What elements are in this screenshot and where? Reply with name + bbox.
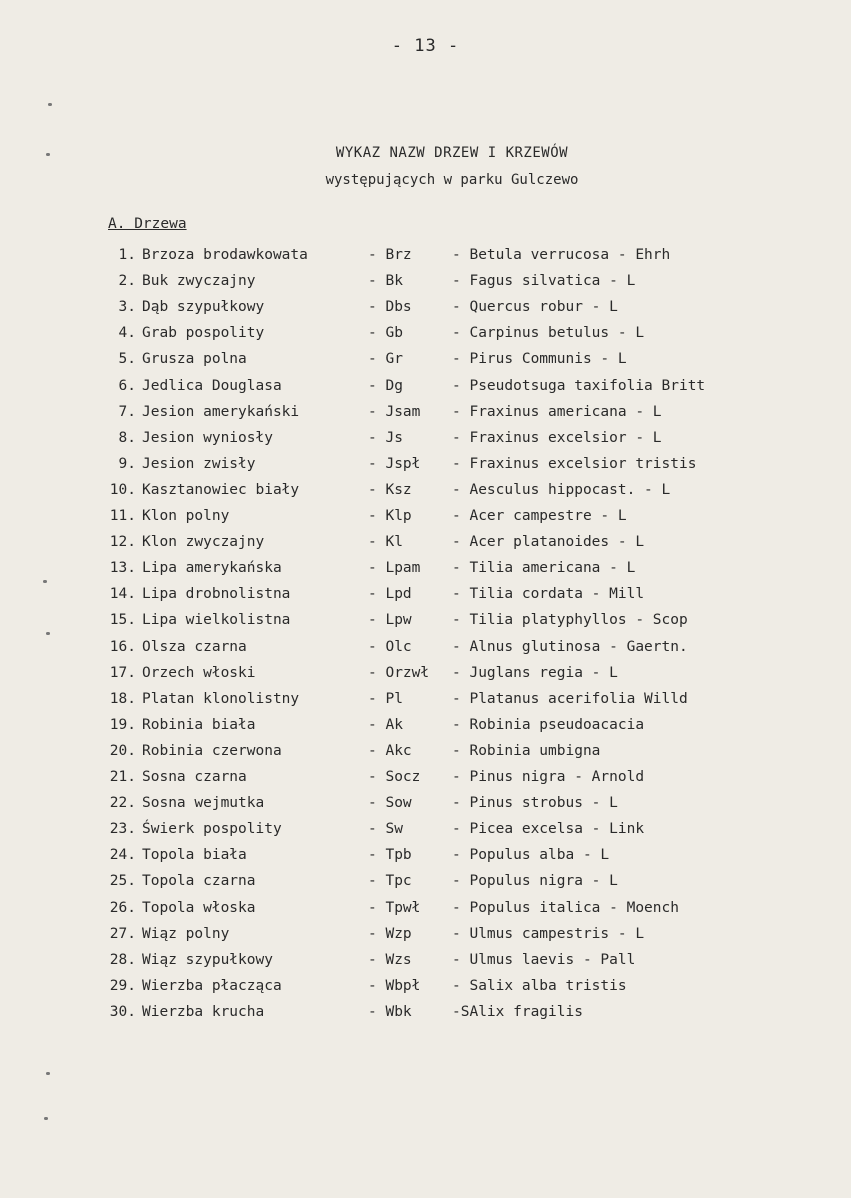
tree-row: [0, 456, 851, 482]
row-number: 14.: [109, 586, 136, 602]
polish-name: Olsza czarna: [142, 639, 247, 655]
tree-row: [0, 691, 851, 717]
abbreviation: - Dbs: [368, 299, 412, 315]
document-title: WYKAZ NAZW DRZEW I KRZEWÓW: [335, 145, 569, 161]
abbreviation: - Kl: [368, 534, 403, 550]
latin-name: - Betula verrucosa - Ehrh: [452, 247, 671, 263]
page-number: - 13 -: [391, 36, 460, 56]
row-number: 2.: [118, 273, 136, 289]
abbreviation: - Sw: [368, 821, 403, 837]
tree-row: [0, 639, 851, 665]
abbreviation: - Wzp: [368, 926, 412, 942]
abbreviation: - Tpb: [368, 847, 412, 863]
latin-name: - Populus nigra - L: [452, 873, 618, 889]
latin-name: - Robinia pseudoacacia: [452, 717, 645, 733]
tree-row: [0, 1004, 851, 1030]
tree-row: [0, 873, 851, 899]
document-subtitle: występujących w parku Gulczewo: [325, 172, 579, 188]
row-number: 30.: [109, 1004, 136, 1020]
polish-name: Wiąz szypułkowy: [142, 952, 273, 968]
abbreviation: - Ksz: [368, 482, 412, 498]
polish-name: Jesion zwisły: [142, 456, 256, 472]
row-number: 25.: [109, 873, 136, 889]
abbreviation: - Gr: [368, 351, 403, 367]
polish-name: Sosna wejmutka: [142, 795, 265, 811]
tree-row: [0, 612, 851, 638]
polish-name: Dąb szypułkowy: [142, 299, 265, 315]
abbreviation: - Lpd: [368, 586, 412, 602]
row-number: 29.: [109, 978, 136, 994]
tree-row: [0, 717, 851, 743]
abbreviation: - Js: [368, 430, 403, 446]
latin-name: - Tilia americana - L: [452, 560, 636, 576]
abbreviation: - Socz: [368, 769, 421, 785]
row-number: 18.: [109, 691, 136, 707]
abbreviation: - Dg: [368, 378, 403, 394]
abbreviation: - Wbk: [368, 1004, 412, 1020]
polish-name: Świerk pospolity: [142, 821, 282, 837]
tree-row: [0, 325, 851, 351]
abbreviation: - Wbpł: [368, 978, 421, 994]
abbreviation: - Lpam: [368, 560, 421, 576]
row-number: 22.: [109, 795, 136, 811]
tree-row: [0, 482, 851, 508]
latin-name: - Picea excelsa - Link: [452, 821, 645, 837]
latin-name: - Fagus silvatica - L: [452, 273, 636, 289]
latin-name: - Pinus strobus - L: [452, 795, 618, 811]
tree-row: [0, 900, 851, 926]
latin-name: - Populus italica - Moench: [452, 900, 679, 916]
tree-row: [0, 247, 851, 273]
row-number: 9.: [118, 456, 136, 472]
punch-hole-mark: [43, 580, 47, 583]
latin-name: - Juglans regia - L: [452, 665, 618, 681]
row-number: 27.: [109, 926, 136, 942]
polish-name: Sosna czarna: [142, 769, 247, 785]
tree-row: [0, 430, 851, 456]
row-number: 1.: [118, 247, 136, 263]
polish-name: Topola czarna: [142, 873, 256, 889]
row-number: 21.: [109, 769, 136, 785]
polish-name: Lipa amerykańska: [142, 560, 282, 576]
row-number: 12.: [109, 534, 136, 550]
row-number: 11.: [109, 508, 136, 524]
tree-row: [0, 378, 851, 404]
latin-name: - Salix alba tristis: [452, 978, 627, 994]
polish-name: Robinia czerwona: [142, 743, 282, 759]
abbreviation: - Jspł: [368, 456, 421, 472]
row-number: 15.: [109, 612, 136, 628]
tree-row: [0, 821, 851, 847]
polish-name: Jedlica Douglasa: [142, 378, 282, 394]
tree-row: [0, 404, 851, 430]
latin-name: - Populus alba - L: [452, 847, 610, 863]
latin-name: -SAlix fragilis: [452, 1004, 583, 1020]
abbreviation: - Ak: [368, 717, 403, 733]
abbreviation: - Pl: [368, 691, 403, 707]
latin-name: - Acer platanoides - L: [452, 534, 645, 550]
abbreviation: - Klp: [368, 508, 412, 524]
tree-row: [0, 351, 851, 377]
polish-name: Jesion wyniosły: [142, 430, 273, 446]
punch-hole-mark: [46, 1072, 50, 1075]
latin-name: - Ulmus laevis - Pall: [452, 952, 636, 968]
tree-row: [0, 952, 851, 978]
row-number: 20.: [109, 743, 136, 759]
row-number: 26.: [109, 900, 136, 916]
polish-name: Platan klonolistny: [142, 691, 300, 707]
tree-row: [0, 560, 851, 586]
row-number: 28.: [109, 952, 136, 968]
abbreviation: - Gb: [368, 325, 403, 341]
polish-name: Wierzba płacząca: [142, 978, 282, 994]
abbreviation: - Sow: [368, 795, 412, 811]
latin-name: - Tilia platyphyllos - Scop: [452, 612, 688, 628]
tree-row: [0, 534, 851, 560]
row-number: 24.: [109, 847, 136, 863]
abbreviation: - Tpwł: [368, 900, 421, 916]
polish-name: Lipa wielkolistna: [142, 612, 291, 628]
polish-name: Topola włoska: [142, 900, 256, 916]
latin-name: - Robinia umbigna: [452, 743, 601, 759]
row-number: 13.: [109, 560, 136, 576]
row-number: 6.: [118, 378, 136, 394]
row-number: 23.: [109, 821, 136, 837]
punch-hole-mark: [46, 153, 50, 156]
row-number: 7.: [118, 404, 136, 420]
row-number: 19.: [109, 717, 136, 733]
latin-name: - Platanus acerifolia Willd: [452, 691, 688, 707]
polish-name: Wierzba krucha: [142, 1004, 265, 1020]
latin-name: - Pseudotsuga taxifolia Britt: [452, 378, 706, 394]
polish-name: Topola biała: [142, 847, 247, 863]
latin-name: - Tilia cordata - Mill: [452, 586, 645, 602]
polish-name: Robinia biała: [142, 717, 256, 733]
row-number: 5.: [118, 351, 136, 367]
row-number: 8.: [118, 430, 136, 446]
punch-hole-mark: [46, 632, 50, 635]
latin-name: - Fraxinus americana - L: [452, 404, 662, 420]
polish-name: Grab pospolity: [142, 325, 265, 341]
row-number: 16.: [109, 639, 136, 655]
tree-row: [0, 273, 851, 299]
abbreviation: - Olc: [368, 639, 412, 655]
row-number: 4.: [118, 325, 136, 341]
latin-name: - Ulmus campestris - L: [452, 926, 645, 942]
abbreviation: - Lpw: [368, 612, 412, 628]
polish-name: Klon zwyczajny: [142, 534, 265, 550]
tree-row: [0, 665, 851, 691]
abbreviation: - Akc: [368, 743, 412, 759]
polish-name: Klon polny: [142, 508, 230, 524]
tree-row: [0, 299, 851, 325]
latin-name: - Fraxinus excelsior tristis: [452, 456, 697, 472]
tree-row: [0, 847, 851, 873]
polish-name: Wiąz polny: [142, 926, 230, 942]
latin-name: - Fraxinus excelsior - L: [452, 430, 662, 446]
abbreviation: - Orzwł: [368, 665, 430, 681]
abbreviation: - Bk: [368, 273, 403, 289]
latin-name: - Pirus Communis - L: [452, 351, 627, 367]
polish-name: Lipa drobnolistna: [142, 586, 291, 602]
polish-name: Kasztanowiec biały: [142, 482, 300, 498]
row-number: 3.: [118, 299, 136, 315]
punch-hole-mark: [44, 1117, 48, 1120]
polish-name: Grusza polna: [142, 351, 247, 367]
row-number: 17.: [109, 665, 136, 681]
tree-row: [0, 508, 851, 534]
tree-row: [0, 795, 851, 821]
polish-name: Orzech włoski: [142, 665, 256, 681]
latin-name: - Acer campestre - L: [452, 508, 627, 524]
polish-name: Buk zwyczajny: [142, 273, 256, 289]
tree-row: [0, 743, 851, 769]
tree-row: [0, 978, 851, 1004]
abbreviation: - Wzs: [368, 952, 412, 968]
abbreviation: - Tpc: [368, 873, 412, 889]
tree-row: [0, 926, 851, 952]
latin-name: - Pinus nigra - Arnold: [452, 769, 645, 785]
punch-hole-mark: [48, 103, 52, 106]
row-number: 10.: [109, 482, 136, 498]
abbreviation: - Jsam: [368, 404, 421, 420]
section-heading: A. Drzewa: [108, 216, 187, 232]
polish-name: Jesion amerykański: [142, 404, 300, 420]
latin-name: - Carpinus betulus - L: [452, 325, 645, 341]
latin-name: - Aesculus hippocast. - L: [452, 482, 671, 498]
latin-name: - Quercus robur - L: [452, 299, 618, 315]
abbreviation: - Brz: [368, 247, 412, 263]
tree-row: [0, 586, 851, 612]
tree-row: [0, 769, 851, 795]
polish-name: Brzoza brodawkowata: [142, 247, 308, 263]
latin-name: - Alnus glutinosa - Gaertn.: [452, 639, 688, 655]
